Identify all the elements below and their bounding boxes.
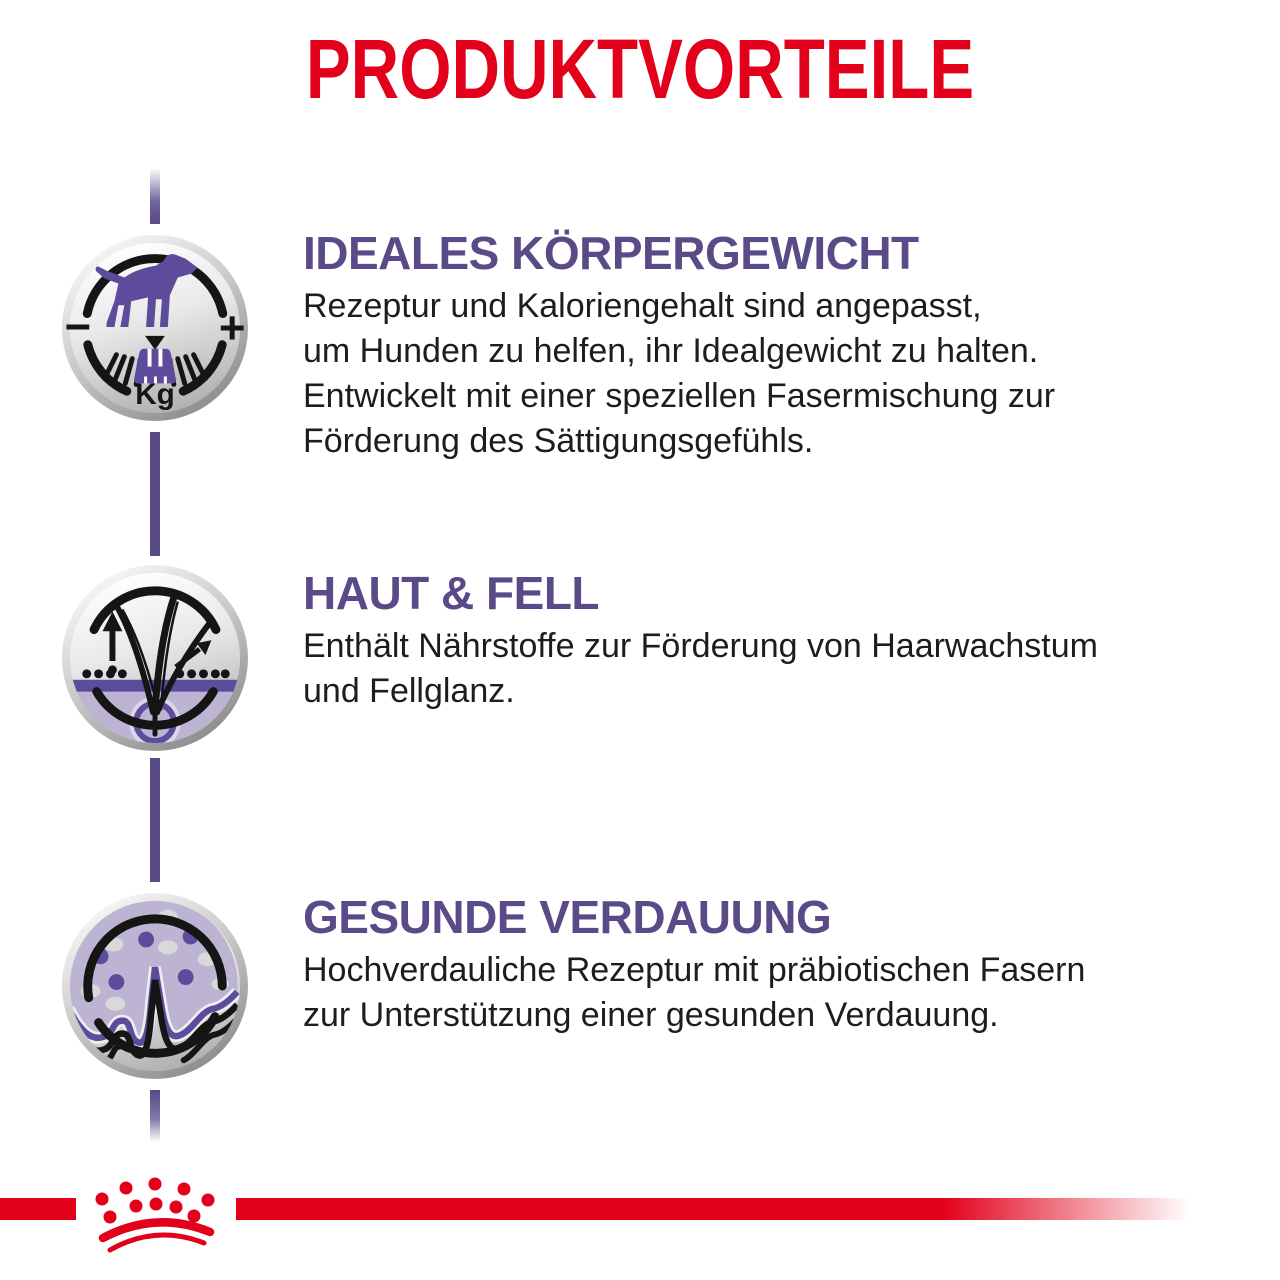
crown-arcs bbox=[103, 1222, 210, 1250]
benefit-section-ideal-weight bbox=[303, 228, 1203, 464]
royal-canin-crown-logo bbox=[93, 1164, 223, 1261]
benefit-heading: HAUT & FELL bbox=[303, 567, 600, 619]
skin-and-coat-icon bbox=[61, 564, 249, 752]
timeline-segment bbox=[150, 432, 160, 556]
benefit-heading: IDEALES KÖRPERGEWICHT bbox=[303, 227, 919, 279]
timeline-segment bbox=[150, 758, 160, 882]
benefit-text-line: um Hunden zu helfen, ihr Idealgewicht zu halten. bbox=[303, 332, 1039, 370]
benefit-body bbox=[303, 624, 1203, 714]
benefit-section-skin-coat bbox=[303, 568, 1203, 714]
footer-accent-bar-left bbox=[0, 1198, 76, 1220]
timeline-segment bbox=[150, 168, 160, 224]
benefit-text-line: Rezeptur und Kaloriengehalt sind angepasst, bbox=[303, 287, 982, 325]
timeline-segment bbox=[150, 1090, 160, 1142]
minus-label: − bbox=[64, 300, 92, 352]
benefit-text-line: Entwickelt mit einer speziellen Fasermischung zur bbox=[303, 377, 1056, 415]
crown-pearls bbox=[96, 1178, 215, 1224]
benefit-body bbox=[303, 948, 1203, 1038]
plus-label: + bbox=[218, 301, 246, 353]
benefit-section-digestion bbox=[303, 892, 1203, 1038]
kg-label: Kg bbox=[135, 378, 175, 412]
benefit-heading: GESUNDE VERDAUUNG bbox=[303, 891, 832, 943]
benefit-body bbox=[303, 284, 1203, 464]
page-title: PRODUKTVORTEILE bbox=[305, 22, 975, 116]
benefit-text-line: Hochverdauliche Rezeptur mit präbiotischen Fasern bbox=[303, 951, 1086, 989]
benefit-text-line: zur Unterstützung einer gesunden Verdauung. bbox=[303, 996, 999, 1034]
benefit-text-line: Förderung des Sättigungsgefühls. bbox=[303, 422, 814, 460]
benefit-text-line: Enthält Nährstoffe zur Förderung von Haarwachstum bbox=[303, 627, 1098, 665]
ideal-weight-gauge-icon bbox=[61, 234, 249, 422]
footer-accent-bar-right bbox=[236, 1198, 1190, 1220]
benefit-text-line: und Fellglanz. bbox=[303, 672, 515, 710]
healthy-digestion-icon bbox=[61, 892, 249, 1080]
